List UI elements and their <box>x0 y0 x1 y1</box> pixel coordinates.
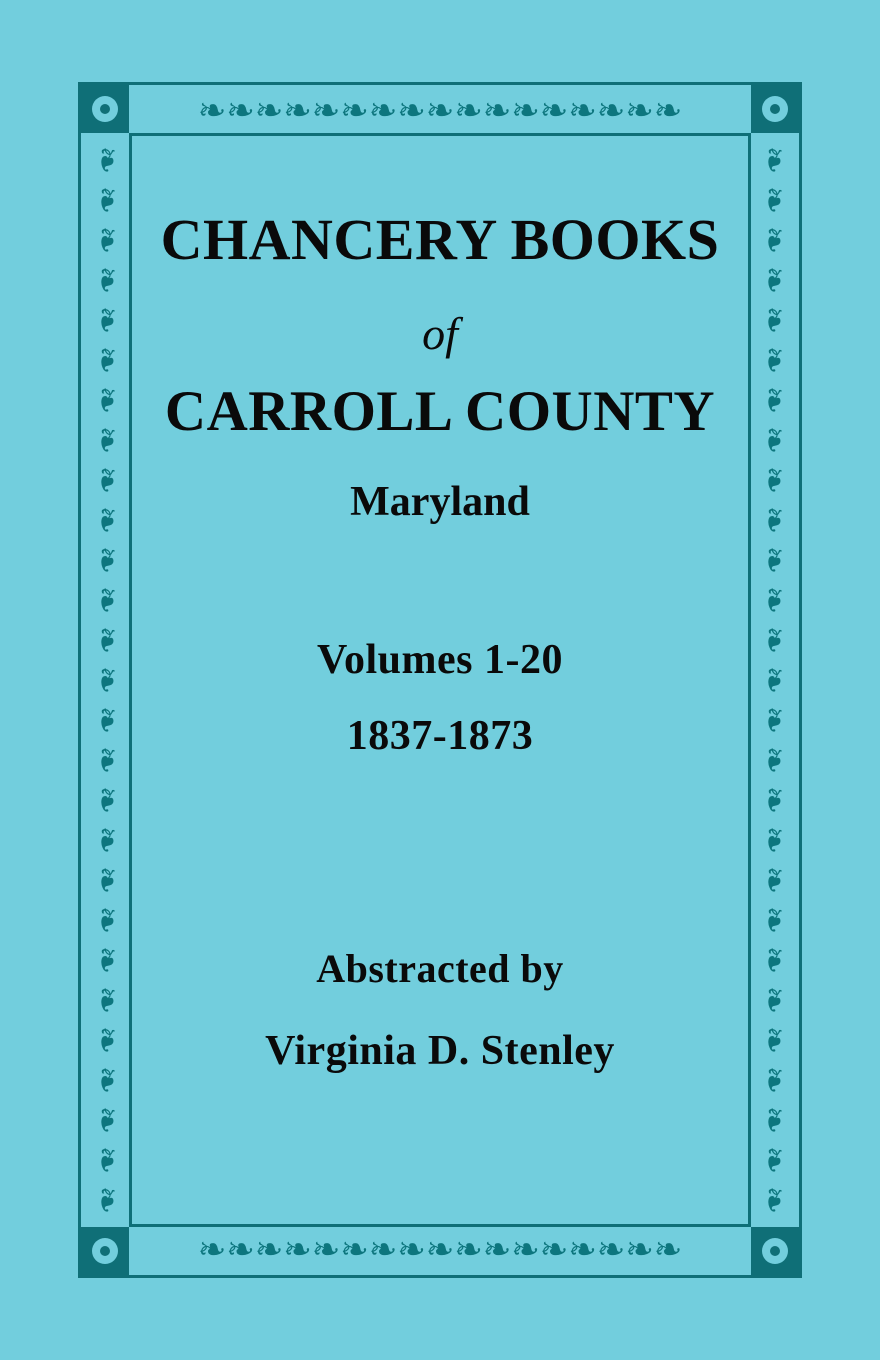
ornament-band-bottom <box>84 1227 796 1272</box>
ornament-glyph: ❧ <box>753 1185 794 1215</box>
ornament-glyph: ❧ <box>753 625 794 655</box>
ornament-glyph: ❧ <box>86 785 127 815</box>
credit-label: Abstracted by <box>316 945 564 991</box>
ornament-glyph: ❧ <box>311 90 341 131</box>
ornament-glyph: ❧ <box>511 1229 540 1270</box>
ornament-glyph: ❧ <box>596 90 626 131</box>
author-name: Virginia D. Stenley <box>265 1027 615 1074</box>
ornament-glyph: ❧ <box>425 90 455 131</box>
ornament-glyph: ❧ <box>753 825 794 855</box>
ornament-glyph: ❧ <box>753 945 794 975</box>
ornament-glyph: ❧ <box>86 1185 127 1215</box>
years-label: 1837-1873 <box>346 712 534 759</box>
ornament-glyph: ❧ <box>86 1025 127 1055</box>
ornament-glyph: ❧ <box>86 545 127 575</box>
ornament-band-left <box>84 88 129 1272</box>
ornament-glyph: ❧ <box>753 345 794 375</box>
ornament-glyph: ❧ <box>653 90 683 131</box>
ornament-glyph: ❧ <box>753 985 794 1015</box>
ornament-glyph: ❧ <box>226 1229 255 1270</box>
ornament-glyph: ❧ <box>753 1145 794 1175</box>
cover-text-block <box>140 160 740 1210</box>
ornament-glyph: ❧ <box>397 1229 426 1270</box>
ornament-glyph: ❧ <box>753 505 794 535</box>
ornament-glyph: ❧ <box>86 705 127 735</box>
ornament-glyph: ❧ <box>753 185 794 215</box>
ornament-glyph: ❧ <box>753 745 794 775</box>
ornament-glyph: ❧ <box>197 1229 227 1270</box>
ornament-band-top <box>84 88 796 133</box>
ornament-glyph: ❧ <box>397 90 426 131</box>
volumes-label: Volumes 1-20 <box>317 636 563 683</box>
ornament-glyph: ❧ <box>753 265 794 295</box>
ornament-glyph: ❧ <box>86 345 127 375</box>
ornament-glyph: ❧ <box>753 1065 794 1095</box>
ornament-glyph: ❧ <box>539 1229 569 1270</box>
page-subtitle-state: Maryland <box>350 478 530 525</box>
ornament-glyph: ❧ <box>753 785 794 815</box>
ornament-glyph: ❧ <box>753 385 794 415</box>
page-subtitle-county: CARROLL COUNTY <box>164 379 716 443</box>
ornament-glyph: ❧ <box>753 585 794 615</box>
ornament-glyph: ❧ <box>86 585 127 615</box>
ornament-glyph: ❧ <box>340 90 369 131</box>
ornament-glyph: ❧ <box>625 1229 654 1270</box>
ornament-glyph: ❧ <box>425 1229 455 1270</box>
ornament-glyph: ❧ <box>86 1145 127 1175</box>
ornament-glyph: ❧ <box>653 1229 683 1270</box>
ornament-glyph: ❧ <box>753 905 794 935</box>
ornament-glyph: ❧ <box>86 385 127 415</box>
ornament-glyph: ❧ <box>86 945 127 975</box>
ornament-glyph: ❧ <box>454 90 483 131</box>
ornament-glyph: ❧ <box>482 90 512 131</box>
ornament-glyph: ❧ <box>753 465 794 495</box>
ornament-band-right <box>751 88 796 1272</box>
ornament-glyph: ❧ <box>568 1229 597 1270</box>
ornament-glyph: ❧ <box>753 865 794 895</box>
ornament-glyph: ❧ <box>539 90 569 131</box>
ornament-glyph: ❧ <box>511 90 540 131</box>
ornament-glyph: ❧ <box>86 905 127 935</box>
ornament-glyph: ❧ <box>753 305 794 335</box>
ornament-glyph: ❧ <box>368 1229 398 1270</box>
ornament-glyph: ❧ <box>340 1229 369 1270</box>
ornament-glyph: ❧ <box>753 705 794 735</box>
ornament-glyph: ❧ <box>254 1229 284 1270</box>
ornament-glyph: ❧ <box>86 145 127 175</box>
ornament-glyph: ❧ <box>568 90 597 131</box>
ornament-glyph: ❧ <box>86 1105 127 1135</box>
ornament-glyph: ❧ <box>86 425 127 455</box>
ornament-glyph: ❧ <box>226 90 255 131</box>
ornament-glyph: ❧ <box>254 90 284 131</box>
ornament-glyph: ❧ <box>625 90 654 131</box>
ornament-glyph: ❧ <box>596 1229 626 1270</box>
ornament-glyph: ❧ <box>86 225 127 255</box>
ornament-glyph: ❧ <box>86 465 127 495</box>
ornament-glyph: ❧ <box>86 305 127 335</box>
ornament-glyph: ❧ <box>283 1229 312 1270</box>
ornament-glyph: ❧ <box>753 665 794 695</box>
ornament-glyph: ❧ <box>753 545 794 575</box>
ornament-glyph: ❧ <box>753 425 794 455</box>
ornament-glyph: ❧ <box>86 865 127 895</box>
ornament-glyph: ❧ <box>482 1229 512 1270</box>
ornament-glyph: ❧ <box>283 90 312 131</box>
corner-ornament-bottom-left <box>81 1227 129 1275</box>
ornament-glyph: ❧ <box>197 90 227 131</box>
ornament-glyph: ❧ <box>86 985 127 1015</box>
ornament-glyph: ❧ <box>753 1025 794 1055</box>
ornament-glyph: ❧ <box>86 185 127 215</box>
ornament-glyph: ❧ <box>753 225 794 255</box>
ornament-glyph: ❧ <box>454 1229 483 1270</box>
ornament-glyph: ❧ <box>86 1065 127 1095</box>
ornament-glyph: ❧ <box>368 90 398 131</box>
ornament-glyph: ❧ <box>86 825 127 855</box>
ornament-glyph: ❧ <box>86 625 127 655</box>
ornament-glyph: ❧ <box>86 745 127 775</box>
ornament-glyph: ❧ <box>86 265 127 295</box>
corner-ornament-bottom-right <box>751 1227 799 1275</box>
ornament-glyph: ❧ <box>311 1229 341 1270</box>
corner-ornament-top-right <box>751 85 799 133</box>
title-connector: of <box>422 307 458 359</box>
ornament-glyph: ❧ <box>753 145 794 175</box>
ornament-glyph: ❧ <box>753 1105 794 1135</box>
ornament-glyph: ❧ <box>86 665 127 695</box>
corner-ornament-top-left <box>81 85 129 133</box>
page-title: CHANCERY BOOKS <box>160 207 720 272</box>
ornament-glyph: ❧ <box>86 505 127 535</box>
